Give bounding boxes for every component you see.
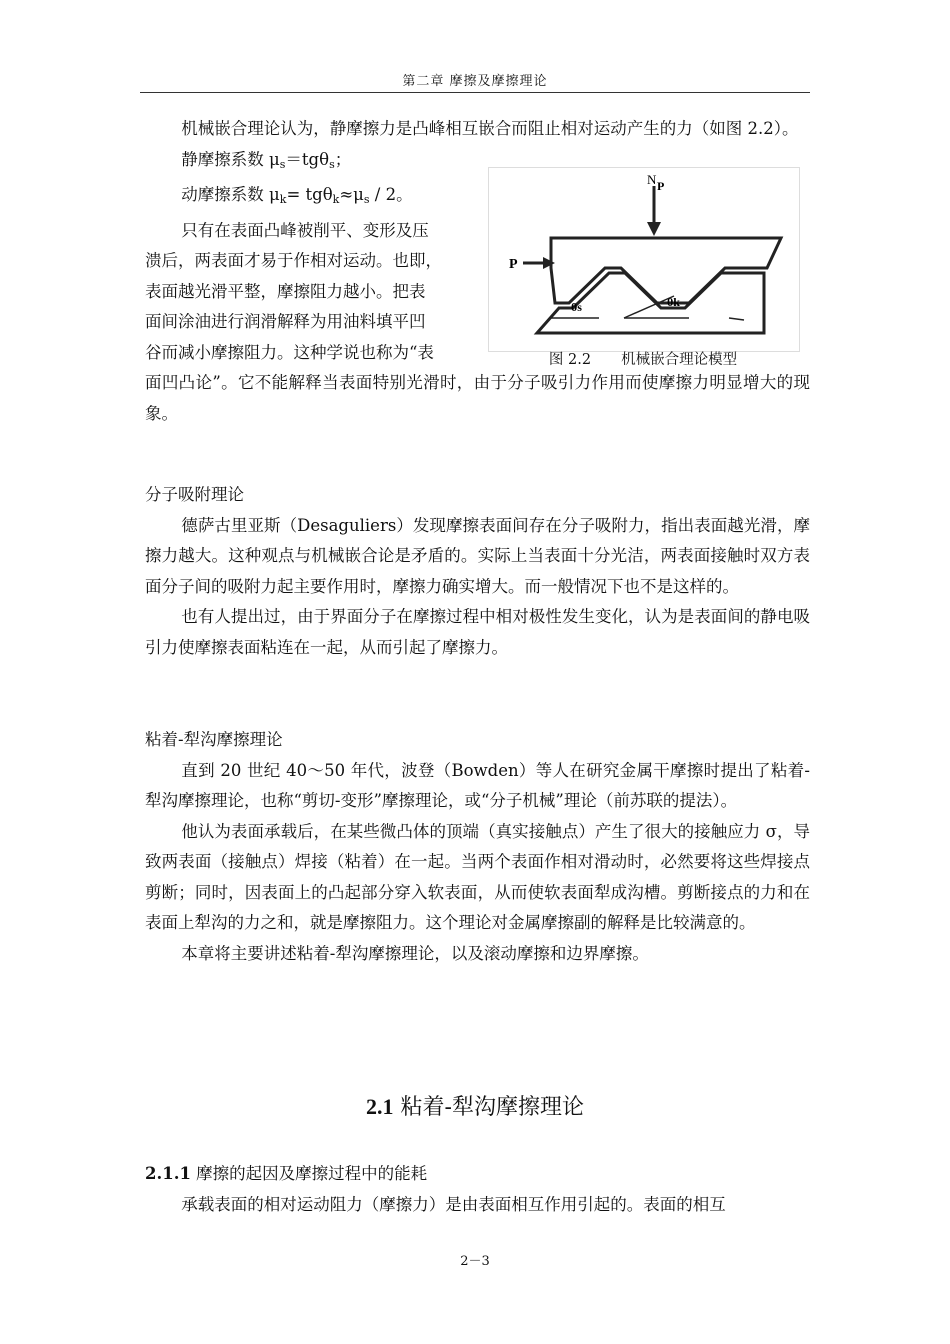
pull-arrowhead (543, 257, 555, 269)
adhesion-heading: 粘着-犁沟摩擦理论 (145, 730, 283, 749)
page-number: 2－3 (460, 1254, 490, 1269)
static-friction-formula: 静摩擦系数 $\mu_s=tg\theta_s$； (181, 149, 352, 171)
section-title: 粘着-犁沟摩擦理论 (393, 1095, 584, 1120)
header-rule (140, 92, 810, 93)
adhesion-paragraph-3: 本章将主要讲述粘着-犁沟摩擦理论，以及滚动摩擦和边界摩擦。 (181, 943, 649, 963)
molecular-paragraph-2: 也有人提出过，由于界面分子在摩擦过程中相对极性发生变化，认为是表面间的静电吸引力使摩擦表面粘连在一起，从而引起了摩擦力。 (145, 607, 810, 657)
caption-number: 图 2.2 (548, 352, 592, 368)
subsection-heading (145, 1160, 427, 1184)
wrap-line-1: 只有在表面凸峰被削平、变形及压 (181, 220, 429, 240)
running-header: 第二章 摩擦及摩擦理论 (402, 74, 548, 89)
label-P: P (509, 257, 518, 272)
figure-2-2 (488, 167, 800, 352)
label-N: N (647, 172, 657, 187)
wrap-continuation: 面凹凸论”。它不能解释当表面特别光滑时，由于分子吸引力作用而使摩擦力明显增大的现象。 (145, 373, 810, 423)
subsection-title: 摩擦的起因及摩擦过程中的能耗 (190, 1164, 428, 1183)
adhesion-paragraph-2: 他认为表面承载后，在某些微凸体的顶端（真实接触点）产生了很大的接触应力 σ，导致两表面（接触点）焊接（粘着）在一起。当两个表面作相对滑动时，必然要将这些焊接点剪断；同时，因表面上的凸起部分穿入软表面，从而使软表面犁成沟槽。剪断接点的力和在表面上犁沟的力之和，就是摩擦阻力。这个理论对金属摩擦副的解释是比较满意的。 (145, 821, 810, 932)
adhesion-theory-block (145, 725, 810, 969)
wrap-line-4: 面间涂油进行润滑解释为用油料填平凹 (145, 312, 426, 331)
final-block (145, 1190, 810, 1221)
normal-arrowhead (647, 222, 661, 236)
mechanical-intro-paragraph: 机械嵌合理论认为，静摩擦力是凸峰相互嵌合而阻止相对运动产生的力（如图 2.2）。 (181, 119, 799, 138)
figure-caption (488, 348, 798, 369)
upper-surface (551, 238, 781, 303)
interlock-diagram (489, 168, 799, 351)
molecular-theory-block (145, 480, 810, 663)
wrap-line-5: 谷而减小摩擦阻力。这种学说也称为“表 (145, 342, 434, 362)
adhesion-paragraph-1: 直到 20 世纪 40～50 年代，波登（Bowden）等人在研究金属干摩擦时提出了粘着-犁沟摩擦理论，也称“剪切-变形”摩擦理论，或“分子机械”理论（前苏联的提法）。 (145, 760, 810, 810)
label-P-top: P (657, 179, 665, 193)
final-paragraph: 承载表面的相对运动阻力（摩擦力）是由表面相互作用引起的。表面的相互 (181, 1195, 726, 1214)
section-heading (0, 1090, 950, 1121)
molecular-heading: 分子吸附理论 (145, 485, 244, 504)
label-theta-k: θk (667, 295, 680, 309)
subsection-number: 2.1.1 (145, 1164, 191, 1183)
dynamic-friction-formula: 动摩擦系数 $\mu_k= tg\theta_k\approx\mu_s / 2$。 (181, 185, 413, 206)
molecular-paragraph-1: 德萨古里亚斯（Desaguliers）发现摩擦表面间存在分子吸附力，指出表面越光滑，摩擦力越大。这种观点与机械嵌合论是矛盾的。实际上当表面十分光洁，两表面接触时双方表面分子间的吸附力起主要作用时，摩擦力确实增大。而一般情况下也不是这样的。 (145, 515, 810, 596)
label-theta-s: θs (571, 300, 582, 314)
section-number: 2.1 (366, 1094, 394, 1119)
caption-text: 机械嵌合理论模型 (621, 352, 738, 368)
tick-mark (729, 318, 744, 320)
wrap-line-2: 溃后，两表面才易于作相对运动。也即， (145, 251, 442, 270)
wrap-line-3: 表面越光滑平整，摩擦阻力越小。把表 (145, 281, 426, 301)
